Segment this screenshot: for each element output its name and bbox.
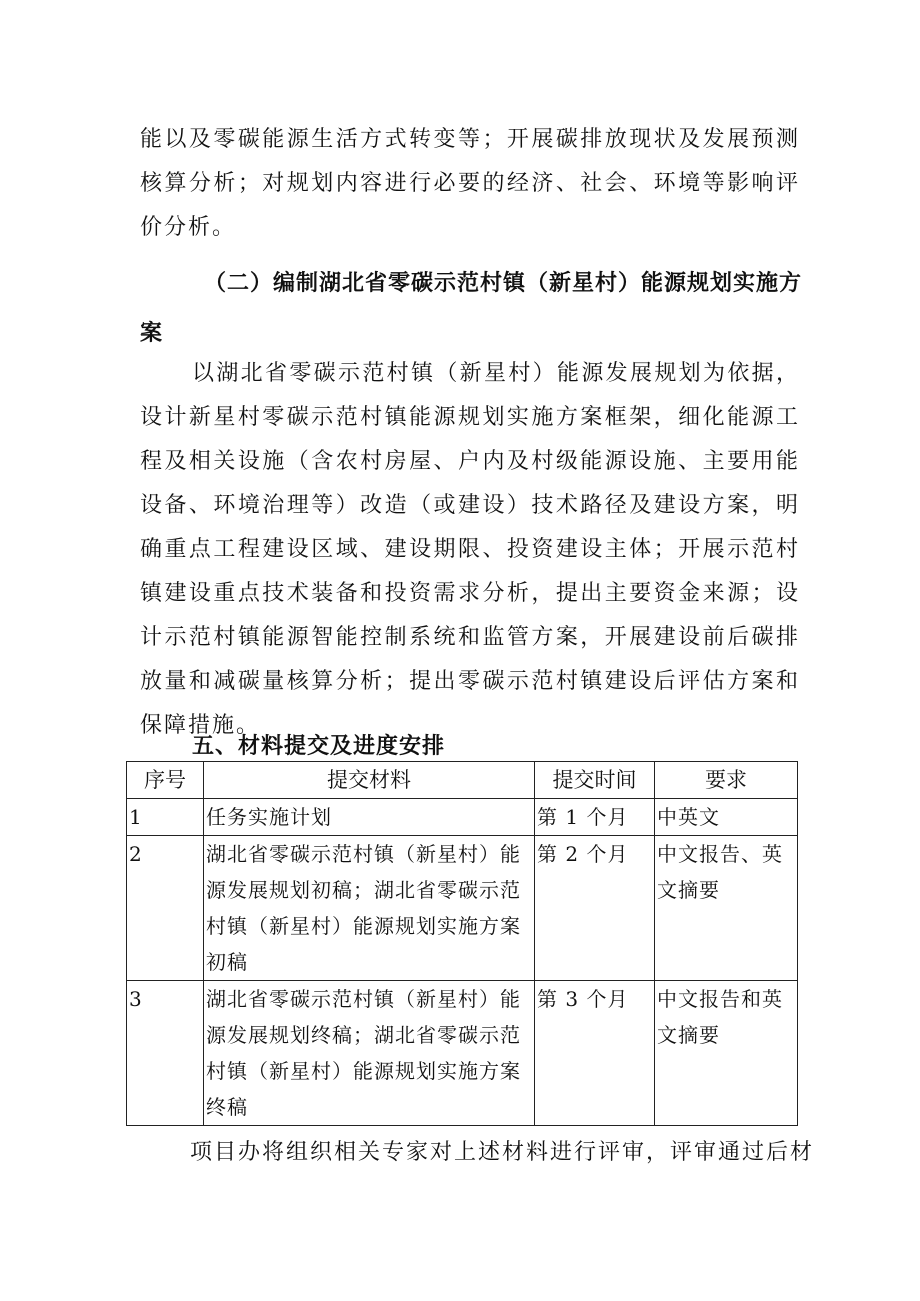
cell-materials: 湖北省零碳示范村镇（新星村）能源发展规划初稿；湖北省零碳示范村镇（新星村）能源规划实施方案初稿 bbox=[204, 836, 535, 981]
header-materials: 提交材料 bbox=[204, 762, 535, 799]
cell-requirement: 中文报告、英文摘要 bbox=[655, 836, 798, 981]
section-heading-submission-schedule: 五、材料提交及进度安排 bbox=[192, 734, 446, 759]
cell-materials: 任务实施计划 bbox=[204, 799, 535, 836]
cell-requirement: 中英文 bbox=[655, 799, 798, 836]
table-row bbox=[127, 799, 798, 836]
header-seq: 序号 bbox=[127, 762, 204, 799]
body-paragraph-review: 项目办将组织相关专家对上述材料进行评审，评审通过后材 bbox=[190, 1140, 815, 1165]
body-paragraph-implementation: 以湖北省零碳示范村镇（新星村）能源发展规划为依据，设计新星村零碳示范村镇能源规划实施方案框架，细化能源工程及相关设施（含农村房屋、户内及村级能源设施、主要用能设备、环境治理等）改造（或建设）技术路径及建设方案，明确重点工程建设区域、建设期限、投资建设主体；开展示范村镇建设重点技术装备和投资需求分析，提出主要资金来源；设计示范村镇能源智能控制系统和监管方案，开展建设前后碳排放量和减碳量核算分析；提出零碳示范村镇建设后评估方案和保障措施。 bbox=[140, 361, 800, 738]
cell-seq: 1 bbox=[127, 799, 204, 836]
table-row bbox=[127, 981, 798, 1126]
table-header-row bbox=[127, 762, 798, 799]
header-requirement: 要求 bbox=[655, 762, 798, 799]
cell-seq: 3 bbox=[127, 981, 204, 1126]
table-row bbox=[127, 836, 798, 981]
section-heading-implementation-plan: （二）编制湖北省零碳示范村镇（新星村）能源规划实施方案 bbox=[140, 271, 803, 346]
cell-seq: 2 bbox=[127, 836, 204, 981]
cell-requirement: 中文报告和英文摘要 bbox=[655, 981, 798, 1126]
submission-schedule-table bbox=[126, 761, 798, 1126]
header-time: 提交时间 bbox=[535, 762, 655, 799]
cell-time: 第 3 个月 bbox=[535, 981, 655, 1126]
cell-materials: 湖北省零碳示范村镇（新星村）能源发展规划终稿；湖北省零碳示范村镇（新星村）能源规划实施方案终稿 bbox=[204, 981, 535, 1126]
body-paragraph-analysis: 能以及零碳能源生活方式转变等；开展碳排放现状及发展预测核算分析；对规划内容进行必要的经济、社会、环境等影响评价分析。 bbox=[140, 127, 800, 240]
cell-time: 第 1 个月 bbox=[535, 799, 655, 836]
cell-time: 第 2 个月 bbox=[535, 836, 655, 981]
